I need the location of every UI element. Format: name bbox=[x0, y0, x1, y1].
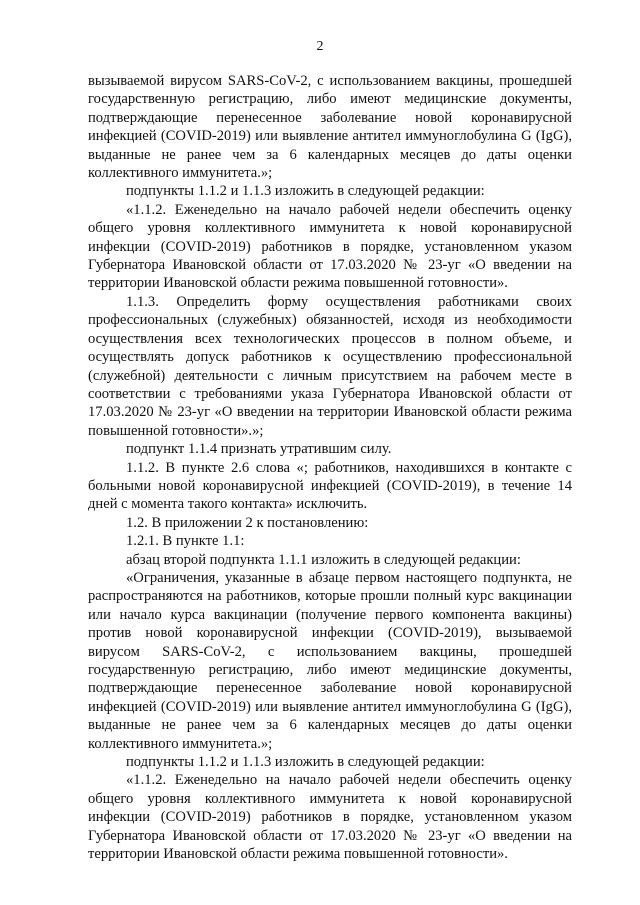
document-body bbox=[88, 72, 572, 863]
paragraph: 1.2.1. В пункте 1.1: bbox=[126, 533, 245, 550]
paragraph: 1.2. В приложении 2 к постановлению: bbox=[126, 514, 369, 531]
paragraph: 1.1.3. Определить форму осуществления работниками своих профессиональных (служебных) обязанностей, исходя из необходимости осуществления всех технологических процессов в полном объеме, и осуществлять допуск работников к осуществлению профессиональной (служебной) деятельности с личным присутствием на рабочем месте в соответствии с требованиями указа Губернатора Ивановской области от 17.03.2020 № 23-уг «О введении на территории Ивановской области режима повышенной готовности».»; bbox=[88, 293, 572, 439]
paragraph: абзац второй подпункта 1.1.1 изложить в следующей редакции: bbox=[126, 551, 521, 568]
paragraph: «Ограничения, указанные в абзаце первом настоящего подпункта, не распространяются на работников, которые прошли полный курс вакцинации или начало курса вакцинации (получение первого компонента вакцины) против новой коронавирусной инфекции (COVID-2019), вызываемой вирусом SARS-CoV-2, с использованием вакцины, прошедшей государственную регистрацию, либо имеют медицинские документы, подтверждающие перенесенное заболевание новой коронавирусной инфекцией (COVID-2019) или выявление антител иммуноглобулина G (IgG), выданные не ранее чем за 6 календарных месяцев до даты оценки коллективного иммунитета.»; bbox=[88, 569, 572, 752]
page-number: 2 bbox=[316, 39, 324, 54]
paragraph: 1.1.2. В пункте 2.6 слова «; работников, находившихся в контакте с больными новой коронавирусной инфекцией (COVID-2019), в течение 14 дней с момента такого контакта» исключить. bbox=[88, 459, 572, 513]
paragraph: подпункты 1.1.2 и 1.1.3 изложить в следующей редакции: bbox=[126, 183, 485, 200]
paragraph: вызываемой вирусом SARS-CoV-2, с использованием вакцины, прошедшей государственную регистрацию, либо имеют медицинские документы, подтверждающие перенесенное заболевание новой коронавирусной инфекцией (COVID-2019) или выявление антител иммуноглобулина G (IgG), выданные не ранее чем за 6 календарных месяцев до даты оценки коллективного иммунитета.»; bbox=[88, 73, 572, 182]
paragraph: «1.1.2. Еженедельно на начало рабочей недели обеспечить оценку общего уровня коллективного иммунитета к новой коронавирусной инфекции (COVID-2019) работников в порядке, установленном указом Губернатора Ивановской области от 17.03.2020 № 23-уг «О введении на территории Ивановской области режима повышенной готовности». bbox=[88, 772, 572, 863]
paragraph: «1.1.2. Еженедельно на начало рабочей недели обеспечить оценку общего уровня коллективного иммунитета к новой коронавирусной инфекции (COVID-2019) работников в порядке, установленном указом Губернатора Ивановской области от 17.03.2020 № 23-уг «О введении на территории Ивановской области режима повышенной готовности». bbox=[88, 201, 572, 292]
paragraph: подпункты 1.1.2 и 1.1.3 изложить в следующей редакции: bbox=[126, 754, 485, 771]
paragraph: подпункт 1.1.4 признать утратившим силу. bbox=[126, 441, 392, 458]
